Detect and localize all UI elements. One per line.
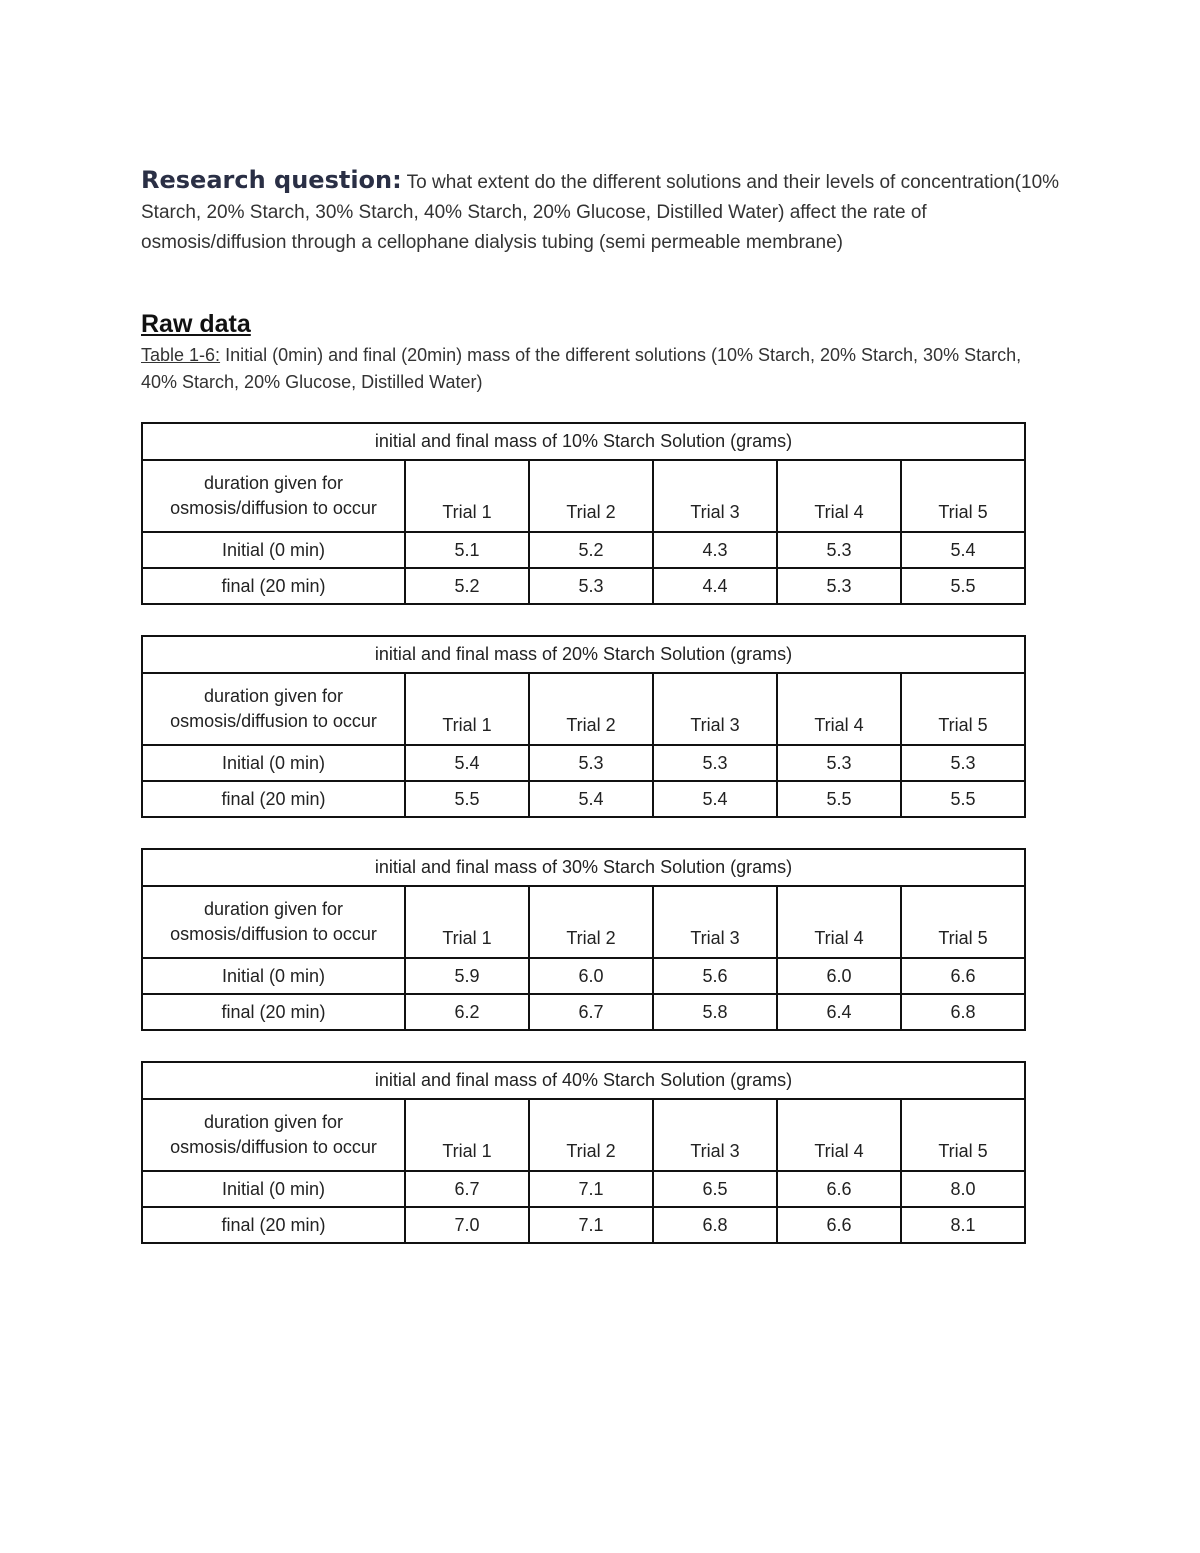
table-row: [142, 958, 1025, 994]
table-title-row: [142, 423, 1025, 460]
table-title: initial and final mass of 20% Starch Solution (grams): [142, 636, 1025, 673]
cell-value: 5.8: [653, 994, 777, 1030]
table-header-row: [142, 886, 1025, 958]
cell-value: 5.2: [405, 568, 529, 604]
cell-value: 6.8: [901, 994, 1025, 1030]
row-label: final (20 min): [142, 781, 405, 817]
table-title-row: [142, 1062, 1025, 1099]
cell-value: 5.5: [405, 781, 529, 817]
cell-value: 5.4: [529, 781, 653, 817]
trial-header: Trial 5: [901, 673, 1025, 745]
cell-value: 6.7: [405, 1171, 529, 1207]
table-header-row: [142, 1099, 1025, 1171]
cell-value: 5.5: [901, 781, 1025, 817]
cell-value: 6.0: [529, 958, 653, 994]
trial-header: Trial 4: [777, 886, 901, 958]
trial-header: Trial 2: [529, 886, 653, 958]
cell-value: 6.6: [901, 958, 1025, 994]
duration-header: duration given for osmosis/diffusion to occur: [142, 886, 405, 958]
duration-header: duration given for osmosis/diffusion to occur: [142, 1099, 405, 1171]
cell-value: 4.3: [653, 532, 777, 568]
cell-value: 7.1: [529, 1207, 653, 1243]
duration-header: duration given for osmosis/diffusion to occur: [142, 673, 405, 745]
cell-value: 6.7: [529, 994, 653, 1030]
cell-value: 6.6: [777, 1207, 901, 1243]
table-row: [142, 532, 1025, 568]
table-row: [142, 745, 1025, 781]
table-title-row: [142, 636, 1025, 673]
cell-value: 5.3: [653, 745, 777, 781]
duration-header: duration given for osmosis/diffusion to occur: [142, 460, 405, 532]
cell-value: 6.0: [777, 958, 901, 994]
cell-value: 6.5: [653, 1171, 777, 1207]
table-caption: [141, 342, 1056, 396]
trial-header: Trial 2: [529, 1099, 653, 1171]
row-label: Initial (0 min): [142, 1171, 405, 1207]
trial-header: Trial 5: [901, 886, 1025, 958]
row-label: final (20 min): [142, 568, 405, 604]
cell-value: 5.3: [777, 745, 901, 781]
table-row: [142, 781, 1025, 817]
table-title: initial and final mass of 40% Starch Solution (grams): [142, 1062, 1025, 1099]
trial-header: Trial 3: [653, 460, 777, 532]
trial-header: Trial 1: [405, 460, 529, 532]
table-title: initial and final mass of 10% Starch Solution (grams): [142, 423, 1025, 460]
table-caption-text: Initial (0min) and final (20min) mass of the different solutions (10% Starch, 20% Starch, 30% Starch, 40% Starch, 20% Glucose, Distilled Water): [141, 345, 1022, 392]
trial-header: Trial 3: [653, 673, 777, 745]
row-label: final (20 min): [142, 1207, 405, 1243]
cell-value: 7.0: [405, 1207, 529, 1243]
trial-header: Trial 2: [529, 460, 653, 532]
trial-header: Trial 1: [405, 886, 529, 958]
trial-header: Trial 5: [901, 460, 1025, 532]
document-page: [141, 165, 1061, 1274]
cell-value: 5.9: [405, 958, 529, 994]
trial-header: Trial 3: [653, 1099, 777, 1171]
cell-value: 6.6: [777, 1171, 901, 1207]
raw-data-heading: Raw data: [141, 310, 251, 338]
research-question-label: Research question:: [141, 166, 402, 194]
mass-table: [141, 848, 1026, 1031]
cell-value: 5.5: [901, 568, 1025, 604]
cell-value: 5.3: [777, 568, 901, 604]
research-question-text: To what extent do the different solutions and their levels of concentration(10% Starch, 20% Starch, 30% Starch, 40% Starch, 20% Glucose, Distilled Water) affect the rate of osmosis/diffusion through a cellophane dialysis tubing (semi permeable membrane): [141, 172, 1060, 253]
research-question: [141, 165, 1061, 258]
table-row: [142, 1171, 1025, 1207]
table-title: initial and final mass of 30% Starch Solution (grams): [142, 849, 1025, 886]
trial-header: Trial 1: [405, 673, 529, 745]
cell-value: 5.4: [653, 781, 777, 817]
trial-header: Trial 4: [777, 460, 901, 532]
mass-table: [141, 635, 1026, 818]
table-header-row: [142, 460, 1025, 532]
trial-header: Trial 1: [405, 1099, 529, 1171]
cell-value: 4.4: [653, 568, 777, 604]
cell-value: 5.5: [777, 781, 901, 817]
row-label: Initial (0 min): [142, 532, 405, 568]
mass-table: [141, 1061, 1026, 1244]
row-label: Initial (0 min): [142, 745, 405, 781]
trial-header: Trial 4: [777, 1099, 901, 1171]
cell-value: 6.2: [405, 994, 529, 1030]
cell-value: 5.4: [405, 745, 529, 781]
cell-value: 5.3: [777, 532, 901, 568]
row-label: Initial (0 min): [142, 958, 405, 994]
cell-value: 5.4: [901, 532, 1025, 568]
mass-table: [141, 422, 1026, 605]
table-title-row: [142, 849, 1025, 886]
cell-value: 8.0: [901, 1171, 1025, 1207]
table-row: [142, 1207, 1025, 1243]
tables-container: [141, 422, 1061, 1244]
trial-header: Trial 3: [653, 886, 777, 958]
row-label: final (20 min): [142, 994, 405, 1030]
cell-value: 5.3: [529, 568, 653, 604]
table-row: [142, 994, 1025, 1030]
cell-value: 5.6: [653, 958, 777, 994]
table-header-row: [142, 673, 1025, 745]
cell-value: 6.8: [653, 1207, 777, 1243]
cell-value: 5.2: [529, 532, 653, 568]
cell-value: 5.3: [901, 745, 1025, 781]
table-row: [142, 568, 1025, 604]
trial-header: Trial 2: [529, 673, 653, 745]
cell-value: 5.3: [529, 745, 653, 781]
cell-value: 7.1: [529, 1171, 653, 1207]
cell-value: 6.4: [777, 994, 901, 1030]
cell-value: 5.1: [405, 532, 529, 568]
trial-header: Trial 4: [777, 673, 901, 745]
table-caption-label: Table 1-6:: [141, 345, 221, 365]
trial-header: Trial 5: [901, 1099, 1025, 1171]
cell-value: 8.1: [901, 1207, 1025, 1243]
